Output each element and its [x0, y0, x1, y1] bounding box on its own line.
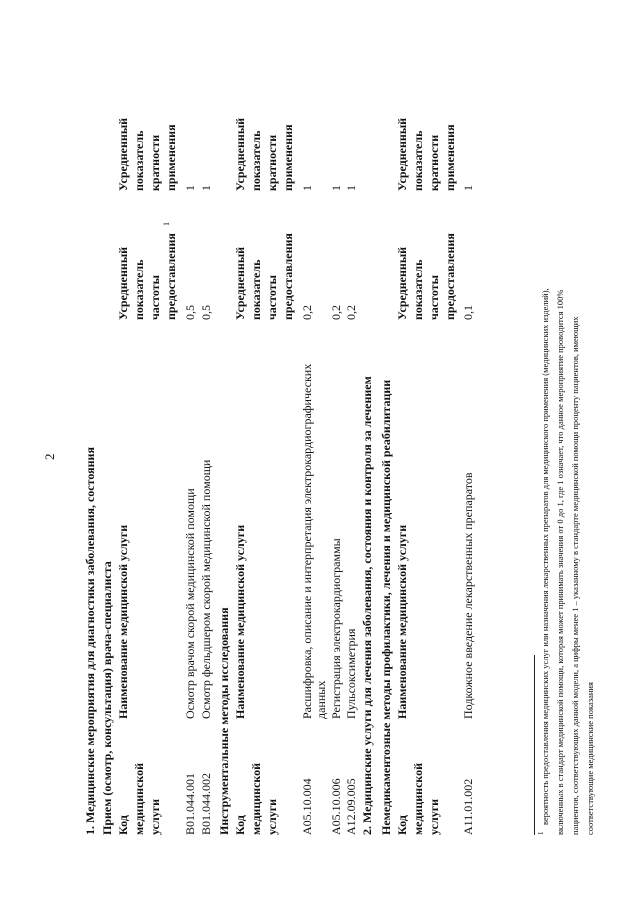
header-frequency: Усредненный [116, 246, 130, 320]
section-3-title: 2. Медицинские услуги для лечения заболевания, состояния и контроля за лечением [360, 376, 374, 835]
header-multiplicity: кратности [427, 134, 441, 191]
header-frequency: Усредненный [233, 246, 247, 320]
table-row-code: A05.10.004 [300, 778, 314, 835]
header-frequency: показатель [249, 259, 263, 320]
header-code: медицинской [411, 762, 425, 835]
table-row-name: Подкожное введение лекарственных препаратов [461, 472, 475, 719]
table-row-multiplicity: 1 [344, 185, 358, 191]
footnote-marker: 1 [162, 222, 171, 226]
table-row-frequency: 0,2 [344, 305, 358, 320]
header-multiplicity: Усредненный [395, 117, 409, 191]
header-frequency: предоставления [164, 233, 178, 320]
header-frequency: предоставления [443, 233, 457, 320]
footnote-text: включенных в стандарт медицинской помощи, которая может принимать значения от 0 до 1, где 1 означает, что данное мероприятие проводится 100% [555, 289, 565, 835]
table-row-frequency: 0,5 [199, 305, 213, 320]
table-row-multiplicity: 1 [183, 185, 197, 191]
footnote-divider [534, 655, 535, 835]
table-row-code: A05.10.006 [329, 778, 343, 835]
table-row-frequency: 0,1 [461, 305, 475, 320]
table-row-name: Пульсоксиметрия [344, 628, 358, 719]
header-code: Код [233, 815, 247, 835]
table-row-multiplicity: 1 [461, 185, 475, 191]
table-row-name: Расшифровка, описание и интерпретация электрокардиографических [300, 363, 314, 719]
table-row-multiplicity: 1 [329, 185, 343, 191]
header-code: услуги [148, 798, 162, 835]
header-multiplicity: кратности [265, 134, 279, 191]
table-row-code: A11.01.002 [461, 778, 475, 835]
table-row-code: B01.044.001 [183, 772, 197, 835]
header-multiplicity: показатель [411, 130, 425, 191]
section-3-subtitle: Немедикаментозные методы профилактики, лечения и медицинской реабилитации [379, 379, 393, 835]
page-number: 2 [42, 453, 57, 460]
header-frequency: показатель [132, 259, 146, 320]
header-service-name: Наименование медицинской услуги [233, 524, 247, 719]
footnote-text: соответствующие медицинские показания [585, 682, 595, 835]
section-1-title: 1. Медицинские мероприятия для диагностики заболевания, состояния [83, 447, 97, 835]
header-code: медицинской [132, 762, 146, 835]
table-row-code: B01.044.002 [199, 772, 213, 835]
table-row-name: Регистрация электрокардиограммы [329, 538, 343, 719]
section-1-subtitle: Прием (осмотр, консультация) врача-специалиста [100, 561, 114, 835]
header-multiplicity: Усредненный [116, 117, 130, 191]
header-multiplicity: применения [164, 124, 178, 191]
table-row-name: Осмотр врачом скорой медицинской помощи [183, 488, 197, 719]
section-2-subtitle: Инструментальные методы исследования [217, 607, 231, 835]
header-code: Код [116, 815, 130, 835]
header-multiplicity: применения [443, 124, 457, 191]
header-multiplicity: Усредненный [233, 117, 247, 191]
header-code: Код [395, 815, 409, 835]
table-row-frequency: 0,2 [300, 305, 314, 320]
header-multiplicity: применения [281, 124, 295, 191]
table-row-name: Осмотр фельдшером скорой медицинской помощи [199, 459, 213, 719]
table-row-frequency: 0,5 [183, 305, 197, 320]
footnote-text: пациентов, соответствующих данной модели, а цифры менее 1 – указанному в стандарте медицинской помощи проценту пациентов, имеющих [570, 316, 580, 835]
header-frequency: частоты [427, 275, 441, 320]
header-code: услуги [427, 798, 441, 835]
header-frequency: предоставления [281, 233, 295, 320]
header-multiplicity: показатель [132, 130, 146, 191]
header-frequency: Усредненный [395, 246, 409, 320]
header-service-name: Наименование медицинской услуги [116, 524, 130, 719]
table-row-multiplicity: 1 [199, 185, 213, 191]
footnote-text: вероятность предоставления медицинских услуг или назначения лекарственных препаратов для медицинского применения (медицинских изделий), [540, 288, 550, 825]
table-row-code: A12.09.005 [344, 778, 358, 835]
table-row-frequency: 0,2 [329, 305, 343, 320]
header-code: услуги [265, 798, 279, 835]
header-multiplicity: кратности [148, 134, 162, 191]
header-frequency: частоты [265, 275, 279, 320]
header-service-name: Наименование медицинской услуги [395, 524, 409, 719]
header-frequency: показатель [411, 259, 425, 320]
table-row-name-continued: данных [314, 680, 328, 719]
header-code: медицинской [249, 762, 263, 835]
header-frequency: частоты [148, 275, 162, 320]
table-row-multiplicity: 1 [300, 185, 314, 191]
footnote-marker: 1 [537, 831, 545, 835]
header-multiplicity: показатель [249, 130, 263, 191]
